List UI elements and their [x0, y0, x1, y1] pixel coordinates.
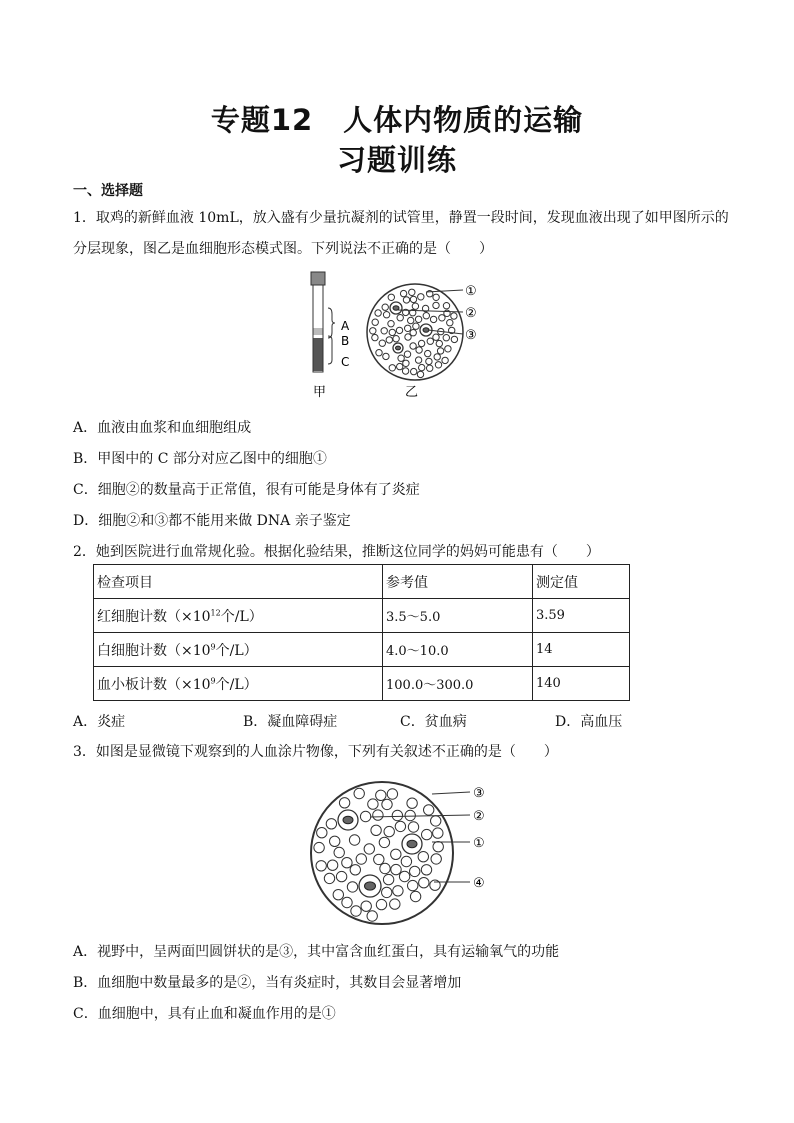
red-blood-cell: [383, 353, 389, 359]
q2-option-c[interactable]: C．贫血病: [400, 714, 467, 730]
header-item: 检查项目: [94, 565, 383, 599]
red-blood-cell: [413, 323, 419, 329]
red-blood-cell: [410, 330, 416, 336]
tube-caption: 甲: [313, 385, 327, 400]
q3-option-c[interactable]: C．血细胞中，具有止血和凝血作用的是①: [73, 1006, 336, 1022]
table-row: [94, 667, 630, 701]
red-blood-cell: [408, 317, 414, 323]
red-blood-cell: [383, 874, 393, 884]
q2-option-d[interactable]: D．高血压: [555, 714, 623, 730]
red-blood-cell: [372, 334, 378, 340]
red-blood-cell: [409, 289, 415, 295]
microscope-blood-smear-circle: [311, 782, 453, 924]
marker-2: ②: [465, 306, 477, 321]
red-blood-cell: [415, 357, 421, 363]
red-blood-cell: [412, 303, 418, 309]
red-blood-cell: [391, 849, 401, 859]
cell-nucleus: [343, 816, 353, 824]
red-blood-cell: [324, 873, 334, 883]
red-blood-cell: [368, 799, 378, 809]
red-blood-cell: [382, 799, 392, 809]
tube-label-a: A: [341, 319, 350, 333]
red-blood-cell: [451, 313, 457, 319]
red-blood-cell: [418, 340, 424, 346]
red-blood-cell: [354, 788, 364, 798]
red-blood-cell: [442, 357, 448, 363]
red-blood-cell: [419, 364, 425, 370]
red-blood-cell: [372, 319, 378, 325]
red-blood-cell: [317, 828, 327, 838]
row-item: 血小板计数（$\times 10^9$个/L）: [94, 667, 383, 701]
q1-text-line2: 分层现象，图乙是血细胞形态模式图。下列说法不正确的是（ ）: [73, 241, 493, 257]
red-blood-cell: [421, 865, 431, 875]
red-blood-cell: [316, 861, 326, 871]
red-blood-cell: [405, 810, 415, 820]
red-blood-cell: [342, 897, 352, 907]
marker-4: ④: [473, 876, 485, 891]
red-blood-cell: [393, 336, 399, 342]
q1-option-d[interactable]: D．细胞②和③都不能用来做 DNA 亲子鉴定: [73, 513, 351, 529]
table-row: [94, 599, 630, 633]
red-blood-cell: [389, 365, 395, 371]
red-blood-cell: [326, 819, 336, 829]
red-blood-cell: [407, 798, 417, 808]
cell-nucleus: [365, 882, 376, 890]
red-blood-cell: [419, 878, 429, 888]
red-blood-cell: [382, 887, 392, 897]
red-blood-cell: [371, 825, 381, 835]
red-blood-cell: [376, 790, 386, 800]
red-blood-cell: [396, 327, 402, 333]
tube-label-c: C: [341, 355, 350, 369]
row-reference: 4.0～10.0: [383, 633, 533, 667]
marker-3: ③: [465, 328, 477, 343]
q1-figure: [300, 268, 500, 402]
red-blood-cell: [430, 316, 436, 322]
red-blood-cell: [393, 886, 403, 896]
red-blood-cell: [422, 829, 432, 839]
red-blood-cell: [431, 816, 441, 826]
red-blood-cell: [376, 899, 386, 909]
red-blood-cell: [391, 864, 401, 874]
red-blood-cell: [314, 842, 324, 852]
marker-3: ③: [473, 786, 485, 801]
test-tube-illustration: [311, 272, 335, 372]
red-blood-cell: [404, 351, 410, 357]
red-blood-cell: [397, 315, 403, 321]
red-blood-cell: [408, 822, 418, 832]
red-blood-cell: [379, 837, 389, 847]
q3-option-a[interactable]: A．视野中，呈两面凹圆饼状的是③，其中富含血红蛋白，具有运输氧气的功能: [73, 944, 560, 960]
red-blood-cell: [410, 343, 416, 349]
red-blood-cell: [451, 336, 457, 342]
q2-text: 2．她到医院进行血常规化验。根据化验结果，推断这位同学的妈妈可能患有（ ）: [73, 544, 600, 560]
q2-option-a[interactable]: A．炎症: [73, 714, 126, 730]
red-blood-cell: [347, 882, 357, 892]
red-blood-cell: [395, 821, 405, 831]
red-blood-cell: [425, 350, 431, 356]
blood-test-table: [93, 564, 630, 701]
red-blood-cell: [447, 320, 453, 326]
red-blood-cell: [433, 334, 439, 340]
q1-option-c[interactable]: C．细胞②的数量高于正常值，很有可能是身体有了炎症: [73, 482, 420, 498]
red-blood-cell: [379, 340, 385, 346]
red-blood-cell: [388, 294, 394, 300]
row-item: 白细胞计数（$\times 10^9$个/L）: [94, 633, 383, 667]
red-blood-cell: [405, 325, 411, 331]
red-blood-cell: [416, 347, 422, 353]
red-blood-cell: [342, 858, 352, 868]
red-blood-cell: [333, 890, 343, 900]
red-blood-cell: [403, 297, 409, 303]
red-blood-cell: [376, 350, 382, 356]
red-blood-cell: [327, 860, 337, 870]
red-blood-cell: [427, 338, 433, 344]
q2-option-b[interactable]: B．凝血障碍症: [243, 714, 338, 730]
q3-text: 3．如图是显微镜下观察到的人血涂片物像，下列有关叙述不正确的是（ ）: [73, 744, 558, 760]
row-reference: 3.5～5.0: [383, 599, 533, 633]
red-blood-cell: [390, 899, 400, 909]
row-measured: 140: [533, 667, 630, 701]
red-blood-cell: [401, 856, 411, 866]
red-blood-cell: [426, 358, 432, 364]
red-blood-cell: [374, 854, 384, 864]
red-blood-cell: [381, 328, 387, 334]
red-blood-cell: [399, 871, 409, 881]
q3-option-b[interactable]: B．血细胞中数量最多的是②，当有炎症时，其数目会显著增加: [73, 975, 462, 991]
red-blood-cell: [417, 371, 423, 377]
red-blood-cell: [427, 365, 433, 371]
red-blood-cell: [434, 354, 440, 360]
red-blood-cell: [330, 836, 340, 846]
red-blood-cell: [398, 355, 404, 361]
q1-option-a[interactable]: A．血液由血浆和血细胞组成: [73, 420, 252, 436]
red-blood-cell: [418, 852, 428, 862]
cell-nucleus: [407, 840, 417, 848]
red-blood-cell: [400, 290, 406, 296]
red-blood-cell: [370, 328, 376, 334]
document-title: 专题12 人体内物质的运输: [210, 103, 584, 137]
red-blood-cell: [349, 835, 359, 845]
marker-2: ②: [473, 809, 485, 824]
row-reference: 100.0～300.0: [383, 667, 533, 701]
red-blood-cell: [436, 340, 442, 346]
cell-nucleus: [396, 346, 401, 350]
red-blood-cell: [382, 304, 388, 310]
red-blood-cell: [367, 911, 377, 921]
red-blood-cell: [388, 321, 394, 327]
red-blood-cell: [397, 363, 403, 369]
red-blood-cell: [443, 335, 449, 341]
red-blood-cell: [351, 906, 361, 916]
red-blood-cell: [424, 805, 434, 815]
section-heading: 一、选择题: [73, 183, 143, 199]
red-blood-cell: [384, 826, 394, 836]
red-blood-cell: [403, 360, 409, 366]
red-blood-cell: [350, 865, 360, 875]
red-blood-cell: [433, 842, 443, 852]
red-blood-cell: [334, 847, 344, 857]
circle-caption: 乙: [405, 385, 419, 400]
red-blood-cell: [431, 854, 441, 864]
header-reference: 参考值: [383, 565, 533, 599]
red-blood-cell: [410, 296, 416, 302]
red-blood-cell: [387, 789, 397, 799]
red-blood-cell: [375, 310, 381, 316]
row-measured: 14: [533, 633, 630, 667]
red-blood-cell: [418, 294, 424, 300]
red-blood-cell: [380, 863, 390, 873]
marker-1: ①: [465, 284, 477, 299]
table-header-row: [94, 565, 630, 599]
red-blood-cell: [437, 348, 443, 354]
red-blood-cell: [415, 316, 421, 322]
red-blood-cell: [433, 828, 443, 838]
red-blood-cell: [435, 362, 441, 368]
marker-1: ①: [473, 836, 485, 851]
row-item: 红细胞计数（$\times 10^{12}$个/L）: [94, 599, 383, 633]
red-blood-cell: [402, 368, 408, 374]
tube-label-b: B: [341, 334, 350, 348]
red-blood-cell: [410, 866, 420, 876]
table-row: [94, 633, 630, 667]
header-measured: 测定值: [533, 565, 630, 599]
red-blood-cell: [389, 329, 395, 335]
red-blood-cell: [411, 368, 417, 374]
red-blood-cell: [364, 844, 374, 854]
red-blood-cell: [408, 880, 418, 890]
red-blood-cell: [373, 810, 383, 820]
red-blood-cell: [386, 337, 392, 343]
red-blood-cell: [423, 313, 429, 319]
row-measured: 3.59: [533, 599, 630, 633]
red-blood-cell: [433, 294, 439, 300]
red-blood-cell: [339, 798, 349, 808]
document-subtitle: 习题训练: [336, 143, 457, 177]
red-blood-cell: [443, 303, 449, 309]
red-blood-cell: [392, 810, 402, 820]
red-blood-cell: [410, 891, 420, 901]
q1-option-b[interactable]: B．甲图中的 C 部分对应乙图中的细胞①: [73, 451, 327, 467]
red-blood-cell: [336, 871, 346, 881]
q3-figure: [300, 770, 500, 930]
red-blood-cell: [360, 811, 370, 821]
red-blood-cell: [356, 854, 366, 864]
red-blood-cell: [361, 901, 371, 911]
red-blood-cell: [433, 302, 439, 308]
red-blood-cell: [445, 346, 451, 352]
q1-text-line1: 1．取鸡的新鲜血液 10mL，放入盛有少量抗凝剂的试管里，静置一段时间，发现血液出现了如甲图所示的: [73, 210, 729, 226]
red-blood-cell: [383, 312, 389, 318]
